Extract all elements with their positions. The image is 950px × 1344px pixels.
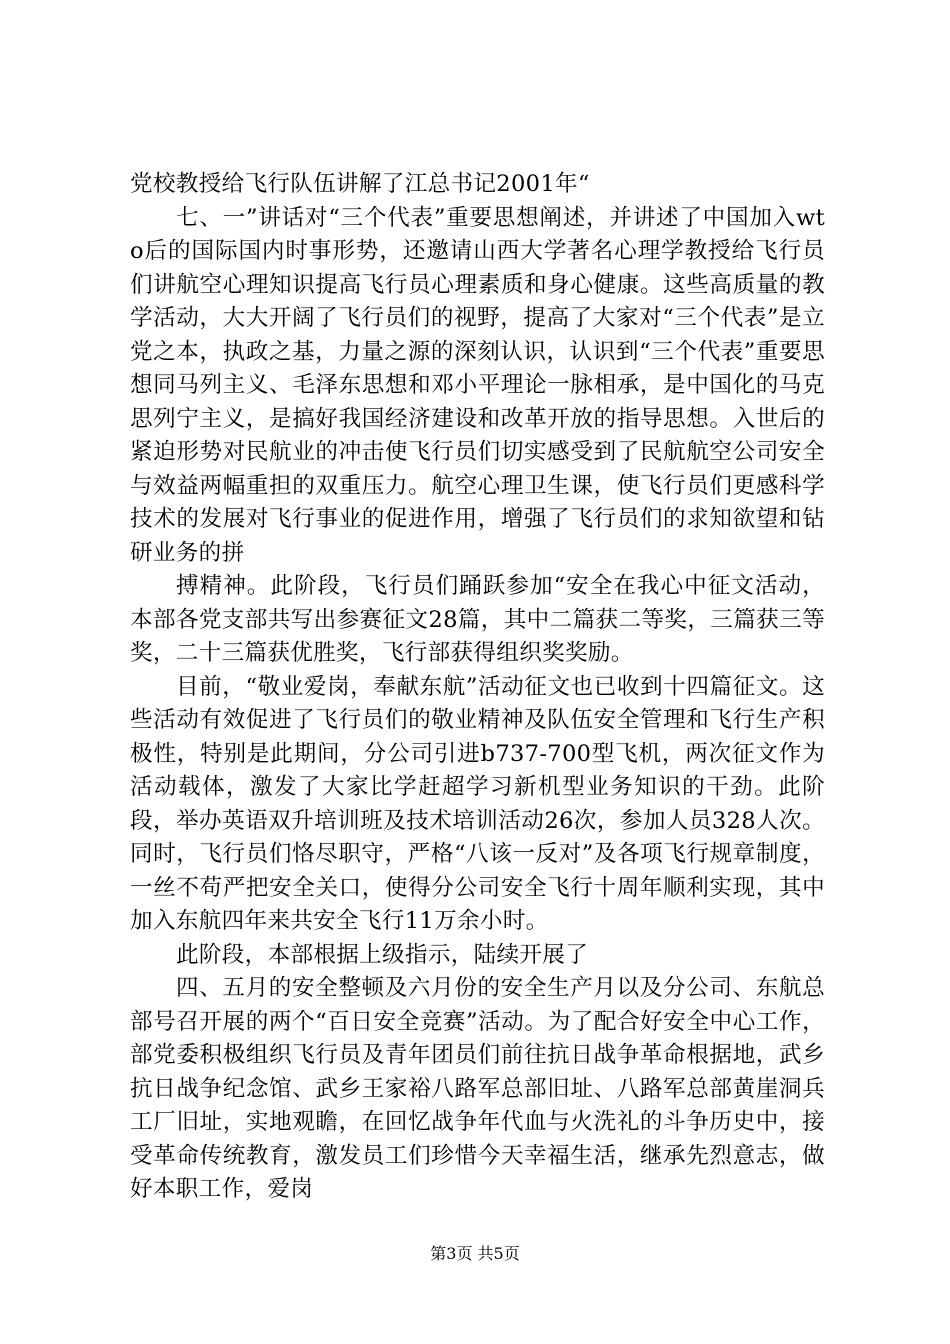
paragraph-2: 七、一”讲话对“三个代表”重要思想阐述，并讲述了中国加入wto后的国际国内时事形势，还邀请山西大学著名心理学教授给飞行员们讲航空心理知识提高飞行员心理素质和身心健康。这些高质量的教学活动，大大开阔了飞行员们的视野，提高了大家对“三个代表”是立党之本，执政之基，力量之源的深刻认识，认识到“三个代表”重要思想同马列主义、毛泽东思想和邓小平理论一脉相承，是中国化的马克思列宁主义，是搞好我国经济建设和改革开放的指导思想。入世后的紧迫形势对民航业的冲击使飞行员们切实感受到了民航航空公司安全与效益两幅重担的双重压力。航空心理卫生课，使飞行员们更感科学技术的发展对飞行事业的促进作用，增强了飞行员们的求知欲望和钻研业务的拼 [130, 204, 825, 566]
document-body [130, 168, 825, 1207]
paragraph-5: 此阶段，本部根据上级指示，陆续开展了 [176, 941, 589, 968]
paragraph-1: 党校教授给飞行队伍讲解了江总书记2001年“ [130, 171, 590, 197]
paragraph-3: 搏精神。此阶段，飞行员们踊跃参加“安全在我心中征文活动，本部各党支部共写出参赛征文28篇，其中二篇获二等奖，三篇获三等奖，二十三篇获优胜奖，飞行部获得组织奖奖励。 [130, 573, 825, 666]
page-number-footer: 第3页 共5页 [430, 1244, 520, 1263]
paragraph-6: 四、五月的安全整顿及六月份的安全生产月以及分公司、东航总部号召开展的两个“百日安全竞赛”活动。为了配合好安全中心工作，部党委积极组织飞行员及青年团员们前往抗日战争革命根据地，武乡抗日战争纪念馆、武乡王家裕八路军总部旧址、八路军总部黄崖洞兵工厂旧址，实地观瞻，在回忆战争年代血与火洗礼的斗争历史中，接受革命传统教育，激发员工们珍惜今天幸福生活，继承先烈意志，做好本职工作，爱岗 [130, 975, 825, 1202]
paragraph-4: 目前，“敬业爱岗，奉献东航”活动征文也已收到十四篇征文。这些活动有效促进了飞行员们的敬业精神及队伍安全管理和飞行生产积极性，特别是此期间，分公司引进b737-700型飞机，两次征文作为活动载体，激发了大家比学赶超学习新机型业务知识的干劲。此阶段，举办英语双升培训班及技术培训活动26次，参加人员328人次。同时，飞行员们恪尽职守，严格“八该一反对”及各项飞行规章制度，一丝不苟严把安全关口，使得分公司安全飞行十周年顺利实现，其中加入东航四年来共安全飞行11万余小时。 [130, 673, 825, 934]
